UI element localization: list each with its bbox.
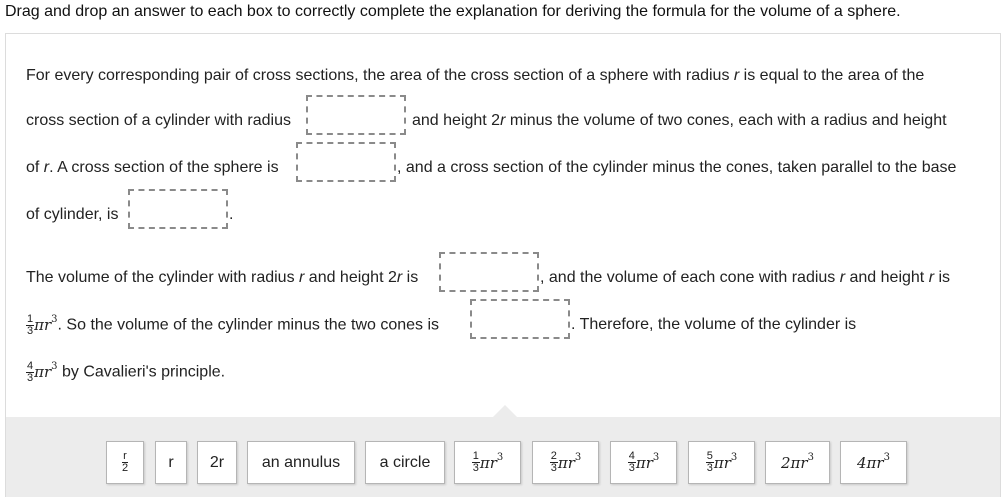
answer-tile-2-pi-r-cubed[interactable]: $2\pi r^3$	[765, 441, 830, 484]
answer-tile-five-thirds-pi-r-cubed[interactable]: $\frac{5}{3}$ $\pi r^3$	[688, 441, 755, 484]
answer-tile-an-annulus[interactable]: an annulus	[247, 441, 355, 484]
para2-line1-before: The volume of the cylinder with radius r and height 2r is	[26, 269, 419, 286]
pi-r-cubed-expr: $\pi r^3$	[34, 313, 58, 334]
answer-tile-a-circle[interactable]: a circle	[365, 441, 445, 484]
drop-box-3[interactable]	[128, 189, 228, 229]
fraction-one-third: $\frac{1}{3}$	[27, 313, 34, 337]
answer-tile-two-thirds-pi-r-cubed[interactable]: $\frac{2}{3}$ $\pi r^3$	[532, 441, 599, 484]
answer-tile-one-third-pi-r-cubed[interactable]: $\frac{1}{3}$ $\pi r^3$	[454, 441, 521, 484]
para2-line3-after: by Cavalieri's principle.	[61, 363, 226, 381]
para1-line2-after: and height 2r minus the volume of two cones, each with a radius and height	[412, 112, 947, 129]
para1-line4-before: of cylinder, is	[26, 206, 119, 223]
para1-line2-before: cross section of a cylinder with radius	[26, 112, 291, 129]
answer-tile-2r[interactable]: 2r	[197, 441, 237, 484]
answer-tile-four-thirds-pi-r-cubed[interactable]: $\frac{4}{3}$ $\pi r^3$	[610, 441, 677, 484]
drop-box-4[interactable]	[439, 252, 539, 292]
para1-line4-after: .	[229, 206, 234, 223]
pi-r-cubed-expr: $\pi r^3$	[34, 360, 58, 381]
para2-line2	[26, 314, 439, 337]
fraction-four-thirds: $\frac{4}{3}$	[27, 360, 34, 384]
instruction-text: Drag and drop an answer to each box to correctly complete the explanation for deriving the formula for the volume of a sphere.	[5, 3, 901, 20]
drop-box-1[interactable]	[306, 95, 406, 135]
para1-line3-after: , and a cross section of the cylinder minus the cones, taken parallel to the base	[397, 159, 957, 176]
drop-box-2[interactable]	[296, 142, 396, 182]
answer-tile-r-over-2[interactable]: $\frac{r}{2}$	[106, 441, 144, 484]
para2-line2-middle: . So the volume of the cylinder minus the two cones is	[57, 316, 440, 334]
para2-line2-after: . Therefore, the volume of the cylinder is	[571, 316, 857, 333]
answer-tile-r[interactable]: r	[155, 441, 187, 484]
para2-line1-after: , and the volume of each cone with radius r and height r is	[540, 269, 951, 286]
answer-tile-4-pi-r-cubed[interactable]: $4\pi r^3$	[840, 441, 907, 484]
drop-box-5[interactable]	[470, 299, 570, 339]
para1-line1: For every corresponding pair of cross sections, the area of the cross section of a sphere with radius r is equal to the area of the	[26, 67, 925, 84]
tray-pointer	[493, 405, 517, 417]
para2-line3	[26, 361, 225, 384]
para1-line3-before: of r. A cross section of the sphere is	[26, 159, 279, 176]
